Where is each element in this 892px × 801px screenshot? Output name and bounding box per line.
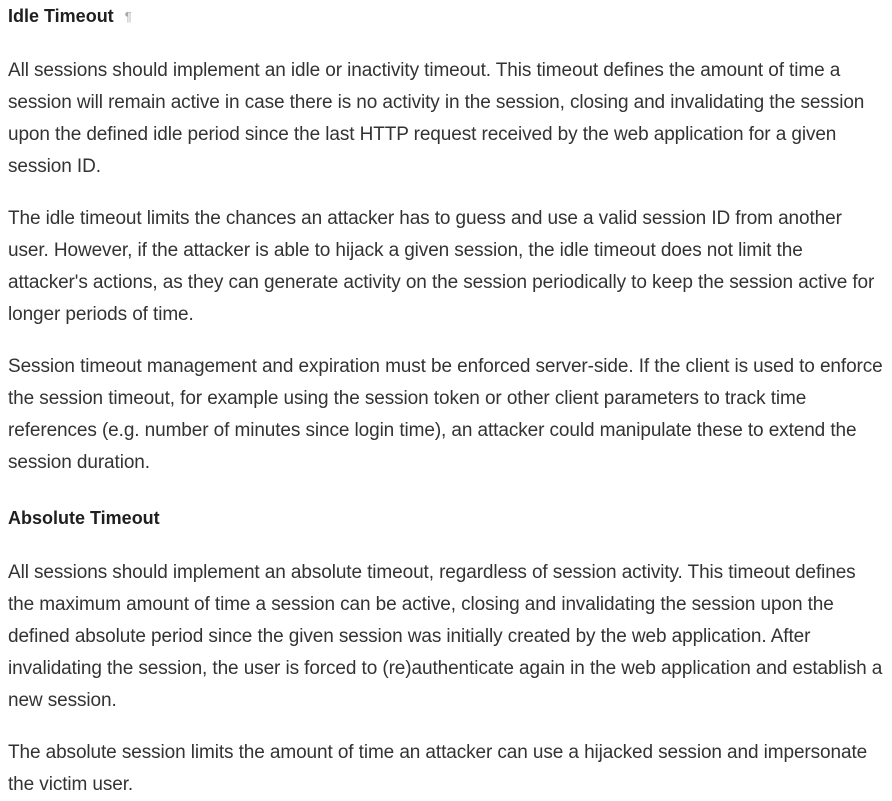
absolute-timeout-paragraph-2: The absolute session limits the amount of time an attacker can use a hijacked session and impersonate the victim user. (8, 742, 868, 795)
idle-timeout-paragraph-2: The idle timeout limits the chances an attacker has to guess and use a valid session ID from another user. However, if the attacker is able to hijack a given session, the idle timeout does not limit the attacker's actions, as they can generate activity on the session periodically to keep the session active for longer periods of time. (8, 208, 875, 325)
idle-timeout-paragraph-1: All sessions should implement an idle or inactivity timeout. This timeout defines the amount of time a session will remain active in case there is no activity in the session, closing and invalidating the session upon the defined idle period since the last HTTP request received by the web application for a given session ID. (8, 60, 865, 177)
pilcrow-anchor-icon[interactable]: ¶ (124, 9, 132, 24)
idle-timeout-heading-text: Idle Timeout (8, 6, 114, 26)
idle-timeout-heading (8, 4, 884, 28)
absolute-timeout-paragraph-1: All sessions should implement an absolute timeout, regardless of session activity. This timeout defines the maximum amount of time a session can be active, closing and invalidating the session upon the defined absolute period since the given session was initially created by the web application. After invalidating the session, the user is forced to (re)authenticate again in the web application and establish a new session. (8, 562, 883, 711)
absolute-timeout-heading-text: Absolute Timeout (8, 508, 160, 528)
idle-timeout-paragraph-3: Session timeout management and expiration must be enforced server-side. If the client is used to enforce the session timeout, for example using the session token or other client parameters to track time references (e.g. number of minutes since login time), an attacker could manipulate these to extend the session duration. (8, 356, 883, 473)
absolute-timeout-heading (8, 506, 884, 530)
